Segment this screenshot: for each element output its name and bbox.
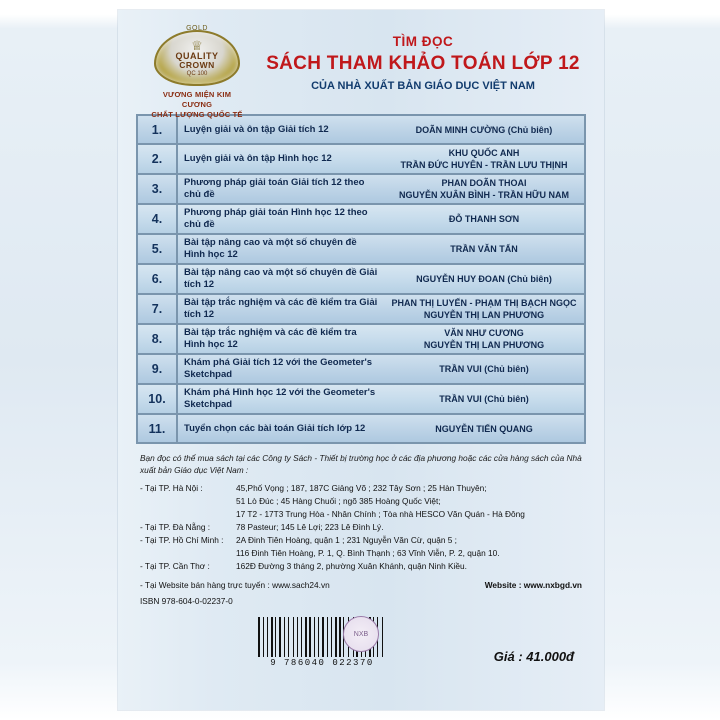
barcode-bar [339, 617, 340, 657]
address-detail: 116 Đinh Tiên Hoàng, P. 1, Q. Bình Thạnh ; 63 Vĩnh Viễn, P. 2, quận 10. [236, 548, 500, 558]
table-row [138, 205, 584, 235]
barcode-bar [258, 617, 260, 657]
book-title: Bài tập trắc nghiệm và các đề kiểm tra Giải tích 12 [184, 297, 378, 320]
logo-subtitle-1: VƯƠNG MIỆN KIM CƯƠNG [162, 90, 232, 109]
barcode-bar [274, 617, 275, 657]
logo-top-text: GOLD [186, 25, 208, 32]
row-number: 10. [138, 385, 178, 413]
table-row [138, 175, 584, 205]
row-number: 3. [138, 175, 178, 203]
book-title: Khám phá Hình học 12 với the Geometer's Sketchpad [184, 387, 376, 410]
book-title: Luyện giải và ôn tập Giải tích 12 [184, 123, 329, 135]
book-authors [384, 205, 584, 233]
address-detail: 51 Lò Đúc ; 45 Hàng Chuối ; ngõ 385 Hoàng Quốc Việt; [236, 496, 441, 506]
barcode-bar [302, 617, 304, 657]
barcode-bar [275, 617, 276, 657]
barcode-bar [294, 617, 295, 657]
barcode-bar [305, 617, 306, 657]
book-authors [384, 295, 584, 323]
barcode-bar [284, 617, 285, 657]
table-row [138, 355, 584, 385]
logo-quality-text: QUALITY [175, 50, 219, 61]
row-number: 11. [138, 415, 178, 442]
author-line: PHAN DOÃN THOAI [441, 178, 527, 188]
barcode-bar [290, 617, 292, 657]
logo-crown-text: CROWN [179, 59, 215, 70]
barcode-bar [335, 617, 337, 657]
barcode-bar [331, 617, 332, 657]
barcode-bar [267, 617, 268, 657]
barcode-bar [279, 617, 281, 657]
barcode-bar [384, 617, 385, 657]
address-entry [140, 534, 582, 547]
address-detail: 78 Pasteur; 145 Lê Lợi; 223 Lê Đình Lý. [236, 522, 384, 532]
author-line: PHAN THỊ LUYẾN - PHẠM THỊ BẠCH NGỌC [391, 298, 577, 308]
title-line-2: SÁCH THAM KHẢO TOÁN LỚP 12 [266, 53, 580, 74]
book-list-table [136, 114, 586, 444]
book-authors [384, 235, 584, 263]
author-line: KHU QUỐC ANH [448, 148, 520, 158]
purchase-note: Bạn đọc có thể mua sách tại các Công ty Sách - Thiết bị trường học ở các địa phương hoặc các cửa hàng sách của Nhà xuất bản Giáo dục Việt Nam : [140, 453, 582, 475]
book-title: Luyện giải và ôn tập Hình học 12 [184, 153, 332, 164]
barcode-bar [308, 617, 309, 657]
address-detail: 45,Phố Vọng ; 187, 187C Giảng Võ ; 232 Tây Sơn ; 25 Hàn Thuyên; [236, 483, 487, 493]
website-row [140, 579, 582, 592]
barcode-bar [301, 617, 302, 657]
book-authors [384, 355, 584, 383]
book-title: Khám phá Giải tích 12 với the Geometer's Sketchpad [184, 357, 372, 380]
book-authors [384, 175, 584, 203]
table-row [138, 295, 584, 325]
author-line: NGUYỄN TIẾN QUANG [435, 423, 533, 434]
barcode-bar [328, 617, 329, 657]
logo-subtitle-2: CHẤT LƯỢNG QUỐC TẾ [151, 110, 243, 119]
book-title: Bài tập trắc nghiệm và các đề kiểm tra Hình học 12 [184, 327, 357, 350]
book-authors [384, 265, 584, 293]
table-row [138, 265, 584, 295]
address-list [140, 482, 582, 573]
book-title: Bài tập nâng cao và một số chuyên đề Hình học 12 [184, 237, 357, 260]
publisher-seal-icon: NXB [343, 616, 379, 652]
barcode-digits: 9 786040 022370 [270, 658, 374, 668]
row-number: 6. [138, 265, 178, 293]
cover-sheet [118, 10, 604, 710]
barcode-bar [379, 617, 381, 657]
barcode-bar [293, 617, 294, 657]
author-line: NGUYỄN THỊ LAN PHƯƠNG [423, 340, 545, 350]
address-city-label: - Tại TP. Cần Thơ : [140, 561, 210, 571]
address-city-label: - Tại TP. Đà Nẵng : [140, 522, 211, 532]
author-line: VĂN NHƯ CƯƠNG [444, 328, 524, 338]
title-block [256, 34, 590, 92]
barcode-bar [288, 617, 289, 657]
author-line: TRẦN ĐỨC HUYÊN - TRẦN LƯU THỊNH [400, 160, 568, 170]
barcode-bar [309, 617, 311, 657]
barcode-bar [297, 617, 298, 657]
address-detail: 17 T2 - 17T3 Trung Hòa - Nhân Chính ; Tòa nhà HESCO Văn Quán - Hà Đông [236, 509, 525, 519]
barcode-bar [320, 617, 321, 657]
address-city-label: - Tại TP. Hà Nội : [140, 483, 203, 493]
table-row [138, 145, 584, 175]
row-number: 5. [138, 235, 178, 263]
barcode-bar [282, 617, 283, 657]
book-authors [384, 145, 584, 173]
row-number: 7. [138, 295, 178, 323]
barcode-bar [318, 617, 319, 657]
table-row [138, 415, 584, 444]
barcode-bar [322, 617, 324, 657]
barcode-bar [286, 617, 287, 657]
author-line: TRẦN VUI (Chủ biên) [439, 394, 529, 404]
crown-badge-icon [154, 25, 240, 86]
barcode-bar [316, 617, 317, 657]
row-number: 1. [138, 116, 178, 143]
author-line: NGUYỄN HUY ĐOAN (Chủ biên) [416, 274, 552, 284]
isbn-text: ISBN 978-604-0-02237-0 [140, 596, 233, 606]
barcode-bar [312, 617, 313, 657]
author-line: NGUYỄN THỊ LAN PHƯƠNG [423, 310, 545, 320]
book-title: Phương pháp giải toán Hình học 12 theo chủ đề [184, 207, 368, 230]
crown-icon: ♕ [191, 37, 203, 53]
barcode-bar [264, 617, 265, 657]
author-line: ĐỖ THANH SƠN [448, 214, 520, 224]
logo-code-text: QC 100 [186, 70, 208, 77]
author-line: TRẦN VUI (Chủ biên) [439, 364, 529, 374]
book-authors [384, 116, 584, 143]
barcode-bar [263, 617, 264, 657]
author-line: TRẦN VĂN TẤN [450, 244, 518, 254]
address-entry [140, 521, 582, 534]
book-authors [384, 415, 584, 442]
barcode-bar [268, 617, 270, 657]
table-row [138, 325, 584, 355]
row-number: 4. [138, 205, 178, 233]
address-entry [140, 560, 582, 573]
table-row [138, 235, 584, 265]
row-number: 2. [138, 145, 178, 173]
address-entry [140, 482, 582, 495]
book-authors [384, 325, 584, 353]
barcode-bar [382, 617, 383, 657]
barcode-bar [338, 617, 339, 657]
table-row [138, 116, 584, 145]
cover-header [118, 10, 604, 119]
barcode-bar [277, 617, 278, 657]
row-number: 9. [138, 355, 178, 383]
table-row [138, 385, 584, 415]
barcode-bar [327, 617, 328, 657]
barcode-bar [299, 617, 300, 657]
barcode-bar [325, 617, 326, 657]
title-line-3: CỦA NHÀ XUẤT BẢN GIÁO DỤC VIỆT NAM [311, 80, 535, 92]
barcode-bar [333, 617, 334, 657]
barcode-bar [271, 617, 272, 657]
address-detail: 2A Đinh Tiên Hoàng, quận 1 ; 231 Nguyễn Văn Cừ, quận 5 ; [236, 535, 457, 545]
row-number: 8. [138, 325, 178, 353]
barcode-bar [314, 617, 315, 657]
quality-crown-logo [150, 25, 244, 120]
price-label: Giá : 41.000đ [493, 649, 574, 664]
online-store-text: - Tại Website bán hàng trực tuyến : www.sach24.vn [140, 580, 330, 590]
address-city-label: - Tại TP. Hồ Chí Minh : [140, 535, 224, 545]
book-title: Bài tập nâng cao và một số chuyên đề Giải tích 12 [184, 267, 378, 290]
book-authors [384, 385, 584, 413]
title-line-1: TÌM ĐỌC [392, 34, 454, 49]
book-title: Tuyển chọn các bài toán Giải tích lớp 12 [184, 422, 366, 434]
address-detail: 162Đ Đường 3 tháng 2, phường Xuân Khánh, quận Ninh Kiều. [236, 561, 467, 571]
barcode-bar [261, 617, 262, 657]
author-line: NGUYỄN XUÂN BÌNH - TRẦN HỮU NAM [399, 190, 569, 200]
book-title: Phương pháp giải toán Giải tích 12 theo chủ đề [184, 177, 365, 200]
author-line: DOÃN MINH CƯỜNG (Chủ biên) [415, 124, 553, 135]
publisher-website-text: Website : www.nxbgd.vn [484, 580, 582, 590]
